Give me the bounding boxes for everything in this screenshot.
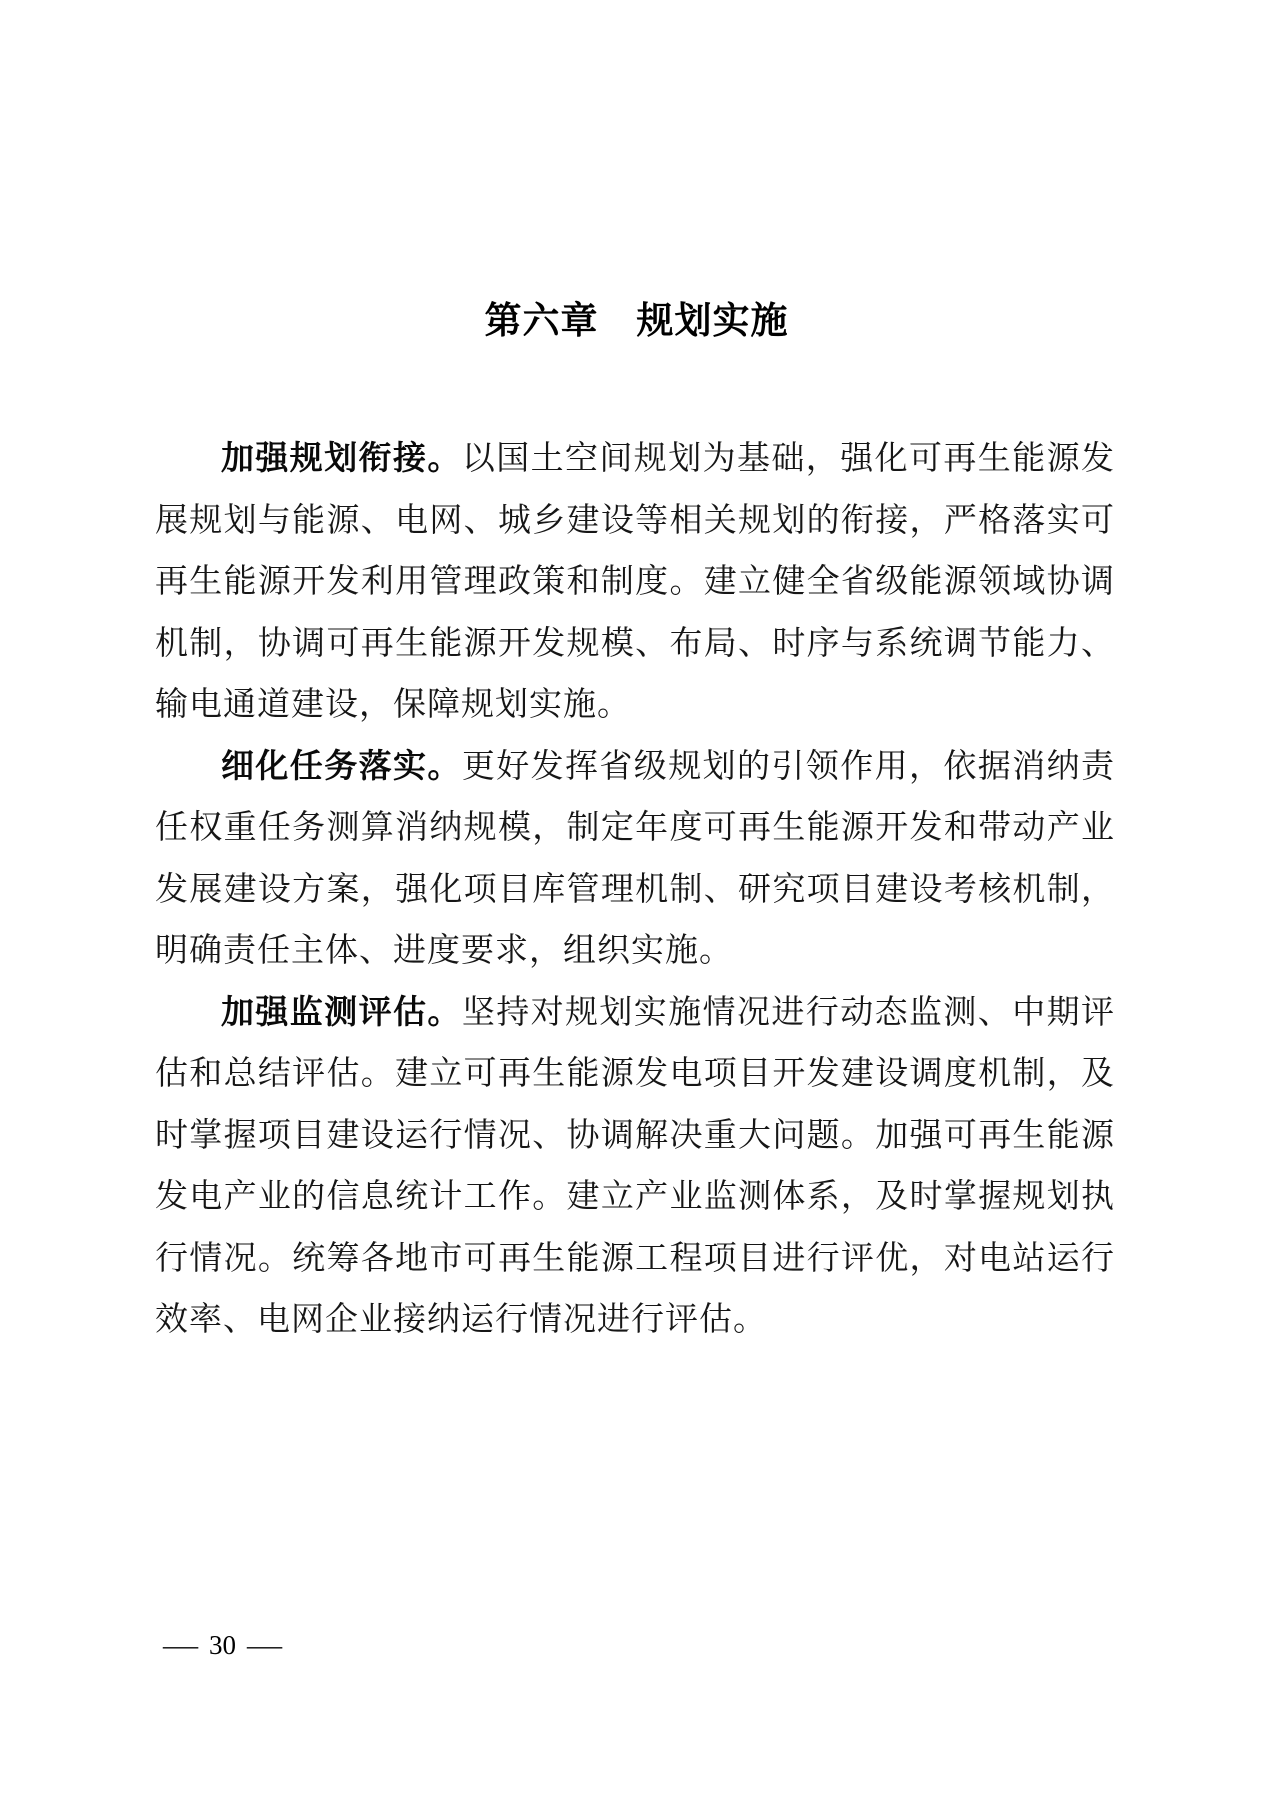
- paragraph-1-text: 以国土空间规划为基础，强化可再生能源发展规划与能源、电网、城乡建设等相关规划的衔接，严格落实可再生能源开发利用管理政策和制度。建立健全省级能源领域协调机制，协调可再生能源开发规模、布局、时序与系统调节能力、输电通道建设，保障规划实施。: [155, 441, 1116, 723]
- chapter-title: 第六章 规划实施: [484, 300, 789, 341]
- footer-dash-left: —: [162, 1630, 199, 1660]
- page-number: 30: [209, 1630, 236, 1660]
- page-footer: [162, 1630, 283, 1661]
- paragraph-2-text: 更好发挥省级规划的引领作用，依据消纳责任权重任务测算消纳规模，制定年度可再生能源开发和带动产业发展建设方案，强化项目库管理机制、研究项目建设考核机制，明确责任主体、进度要求，组织实施。: [155, 748, 1116, 969]
- paragraph-plan-alignment: [155, 429, 1115, 737]
- paragraph-3-text: 坚持对规划实施情况进行动态监测、中期评估和总结评估。建立可再生能源发电项目开发建设调度机制，及时掌握项目建设运行情况、协调解决重大问题。加强可再生能源发电产业的信息统计工作。建立产业监测体系，及时掌握规划执行情况。统筹各地市可再生能源工程项目进行评优，对电站运行效率、电网企业接纳运行情况进行评估。: [155, 994, 1116, 1338]
- footer-dash-right: —: [246, 1630, 283, 1660]
- paragraph-3-lead: 加强监测评估。: [221, 994, 462, 1031]
- paragraph-monitoring-evaluation: [155, 983, 1115, 1352]
- paragraph-2-lead: 细化任务落实。: [221, 748, 462, 785]
- paragraph-task-refinement: [155, 737, 1115, 983]
- paragraph-1-lead: 加强规划衔接。: [221, 441, 462, 477]
- document-body: [155, 429, 1115, 1352]
